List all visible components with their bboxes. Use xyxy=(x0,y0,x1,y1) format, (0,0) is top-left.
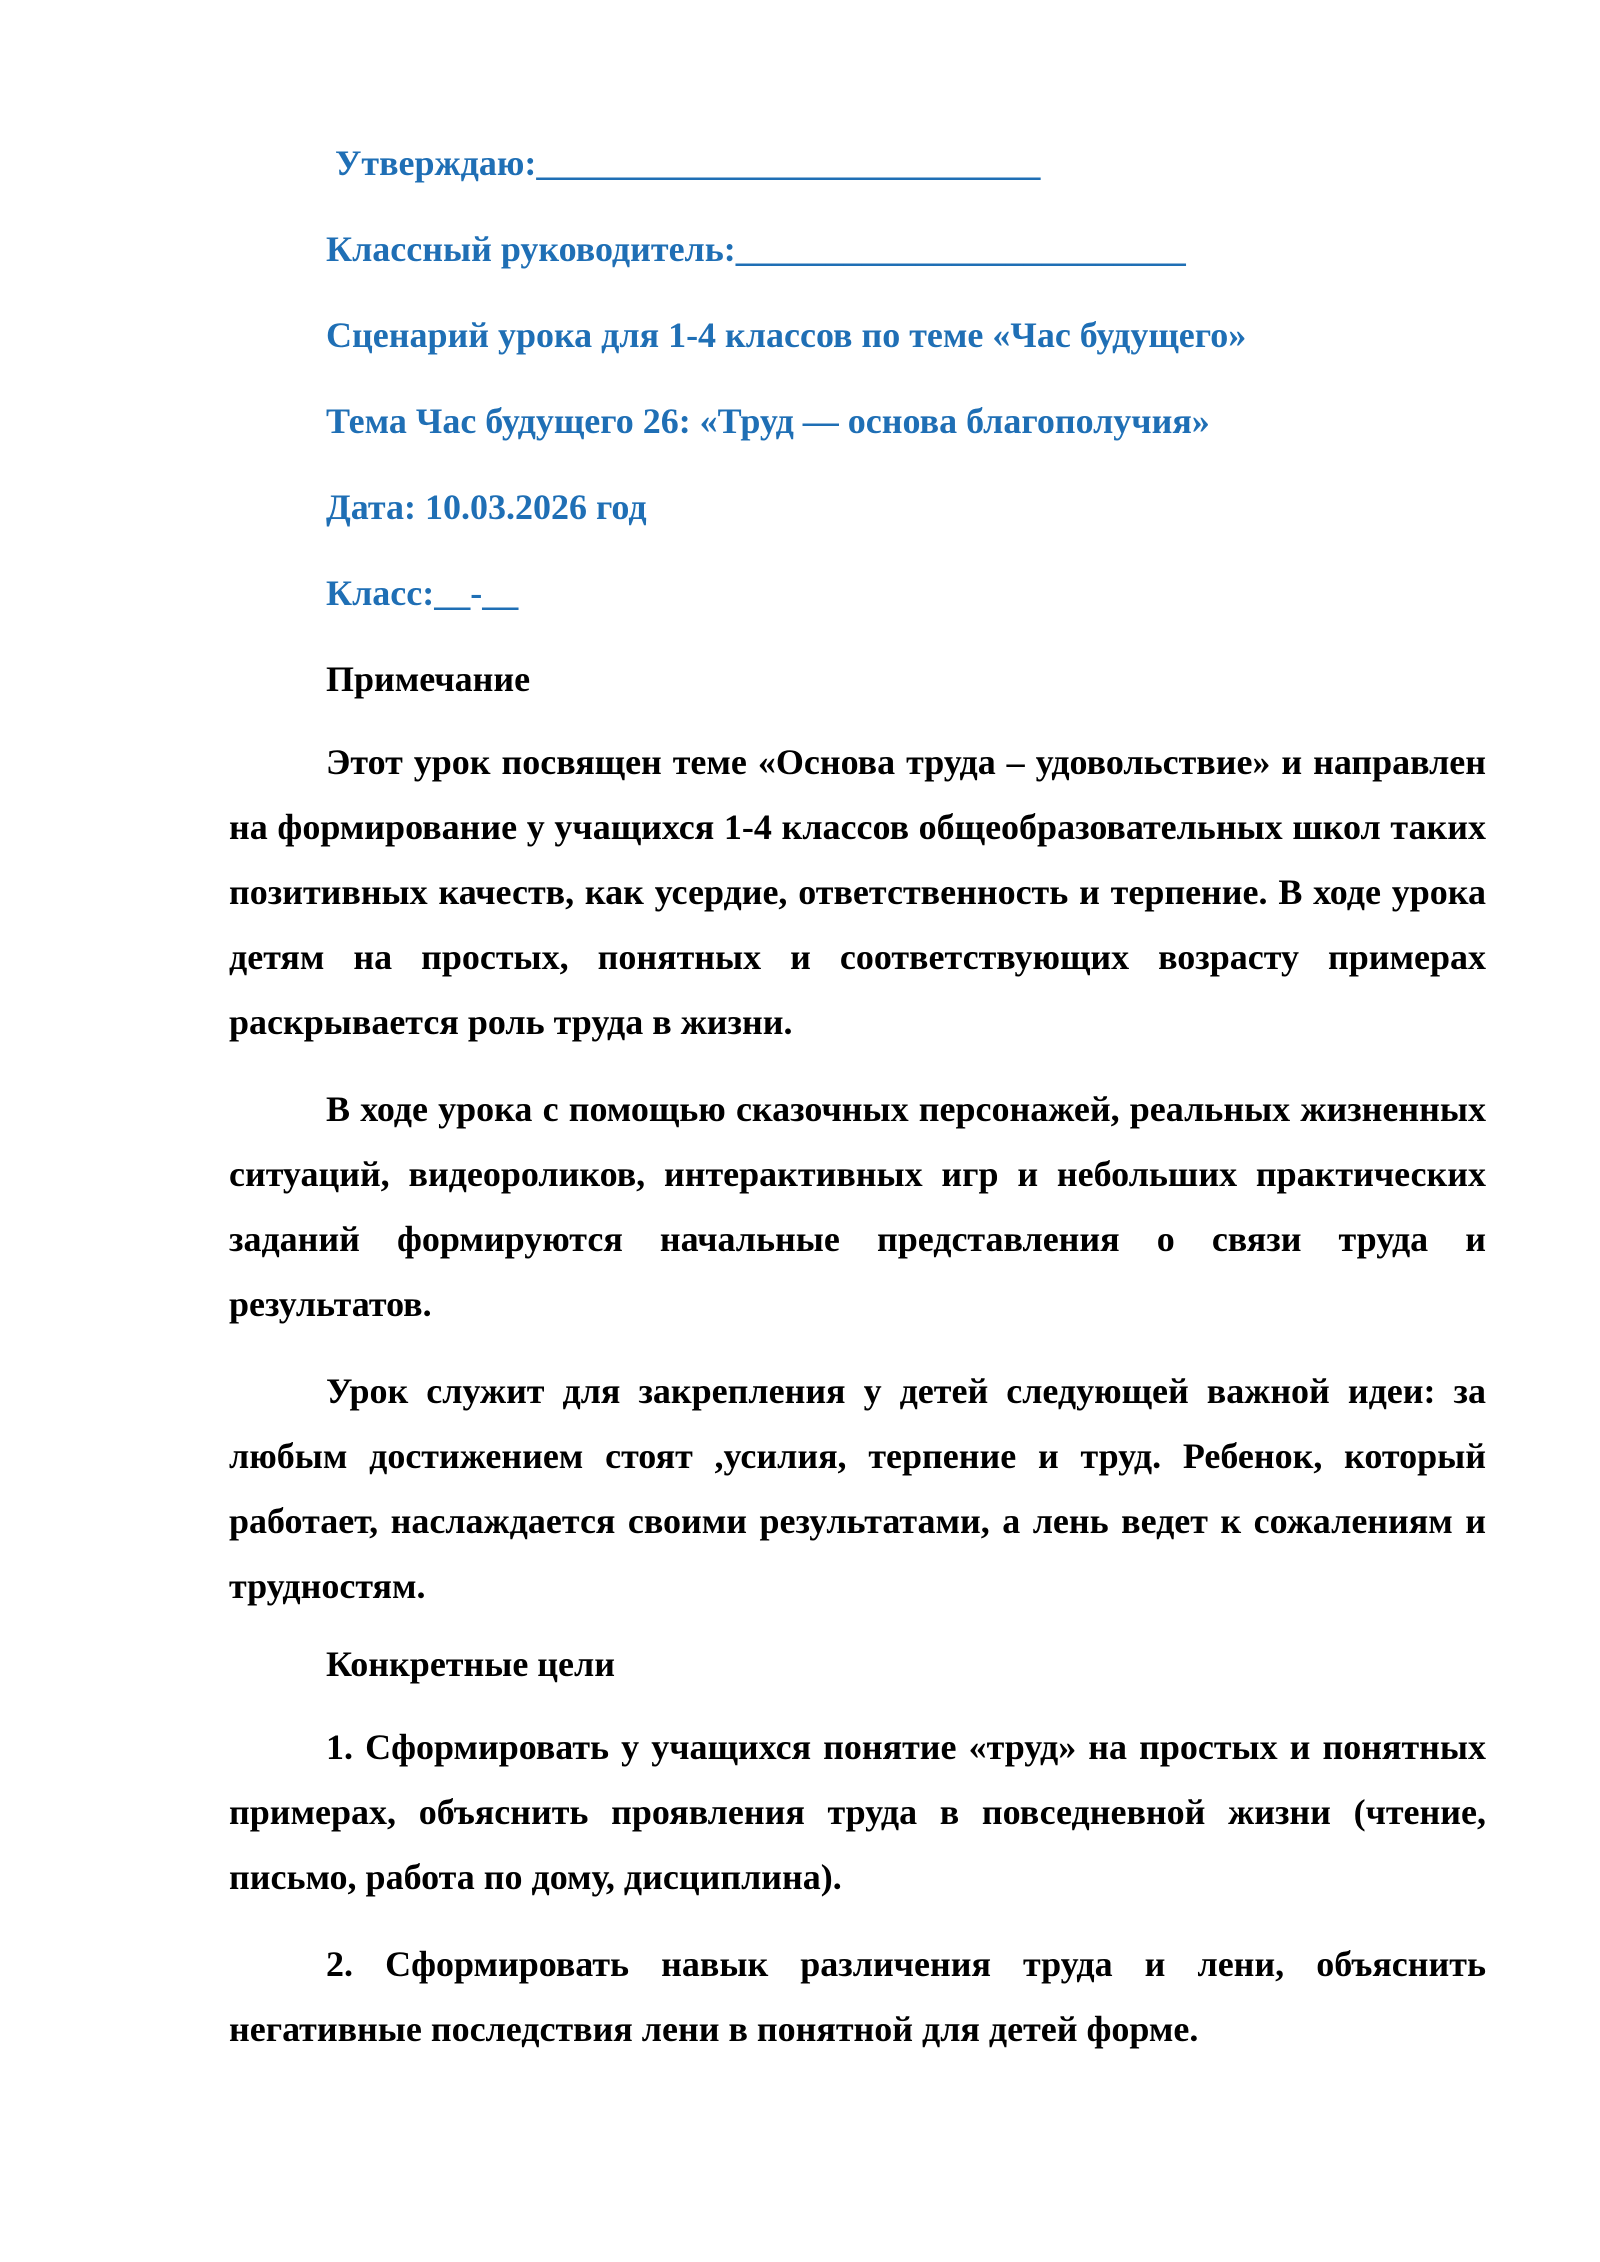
note-heading: Примечание xyxy=(326,659,531,699)
class-teacher-line: Классный руководитель:_________________________ xyxy=(326,229,1186,269)
document-content xyxy=(229,140,1486,2084)
note-paragraph-3: Урок служит для закрепления у детей следующей важной идеи: за любым достижением стоят ,усилия, терпение и труд. Ребенок, который работает, наслаждается своими результатами, а лень ведет к сожалениям и трудностям. xyxy=(229,1371,1486,1606)
goal-item-1: 1. Сформировать у учащихся понятие «труд» на простых и понятных примерах, объяснить проявления труда в повседневной жизни (чтение, письмо, работа по дому, дисциплина). xyxy=(229,1727,1486,1897)
date-line: Дата: 10.03.2026 год xyxy=(326,487,647,527)
scenario-title: Сценарий урока для 1-4 классов по теме «Час будущего» xyxy=(326,315,1247,355)
note-paragraph-1: Этот урок посвящен теме «Основа труда – удовольствие» и направлен на формирование у учащихся 1-4 классов общеобразовательных школ таких позитивных качеств, как усердие, ответственность и терпение. В ходе урока детям на простых, понятных и соответствующих возрасту примерах раскрывается роль труда в жизни. xyxy=(229,742,1486,1042)
class-line: Класс:__-__ xyxy=(326,573,519,613)
approval-line: Утверждаю:____________________________ xyxy=(335,143,1041,183)
goal-item-2: 2. Сформировать навык различения труда и лени, объяснить негативные последствия лени в понятной для детей форме. xyxy=(229,1944,1486,2049)
topic-title: Тема Час будущего 26: «Труд — основа благополучия» xyxy=(326,401,1210,441)
note-paragraph-2: В ходе урока с помощью сказочных персонажей, реальных жизненных ситуаций, видеороликов, интерактивных игр и небольших практических заданий формируются начальные представления о связи труда и результатов. xyxy=(229,1089,1486,1324)
goals-heading: Конкретные цели xyxy=(326,1644,615,1684)
